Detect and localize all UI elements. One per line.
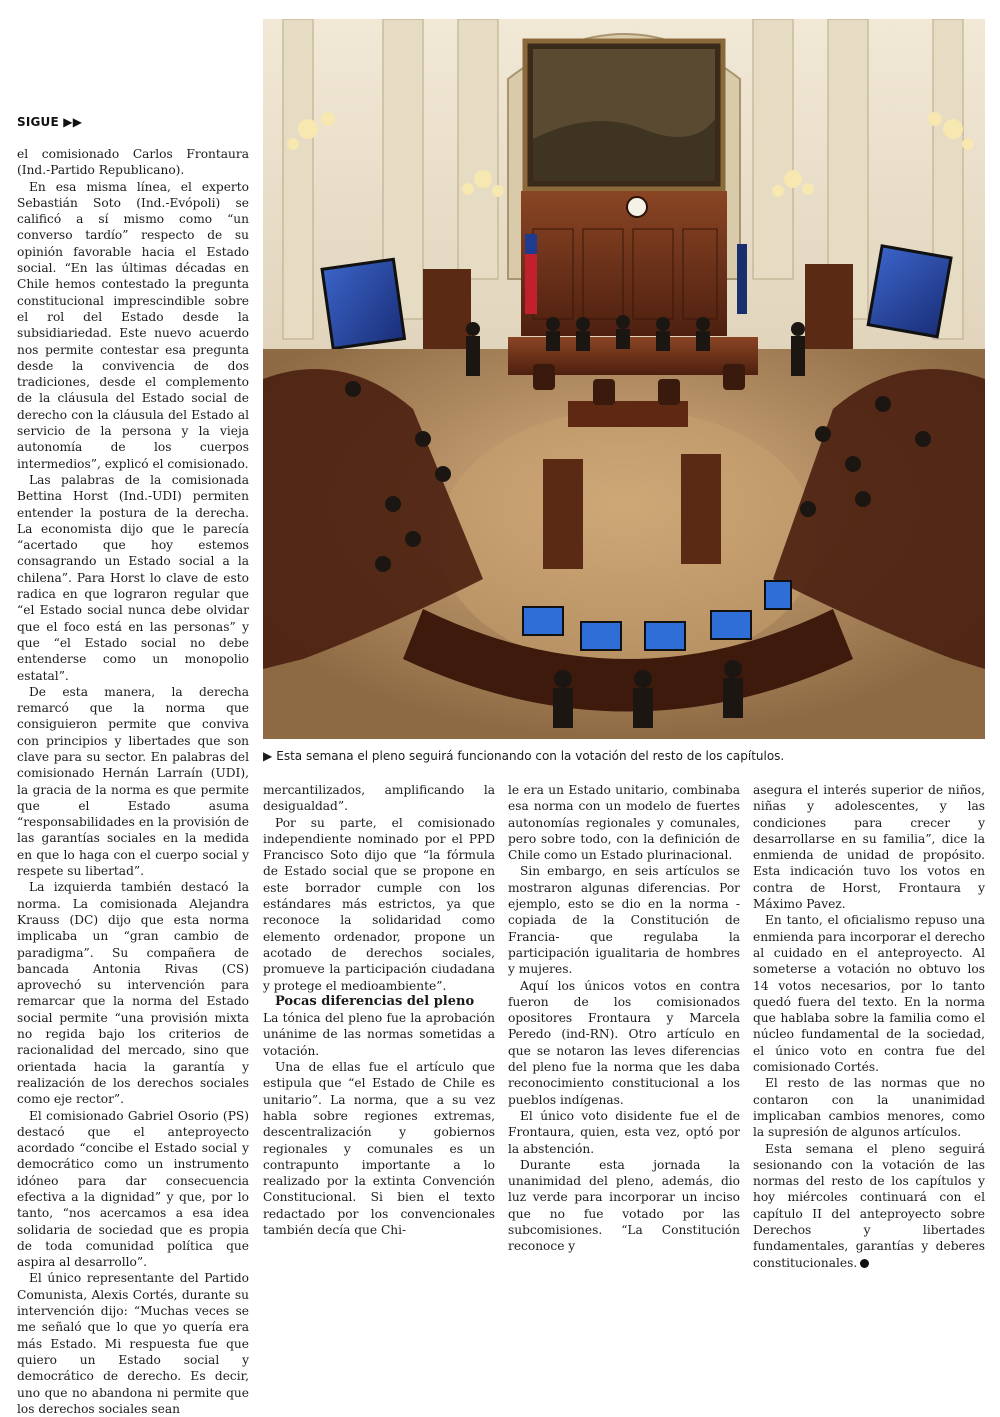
caption-arrow-icon: ▶ [263, 749, 273, 763]
photo-caption [263, 749, 985, 763]
paragraph: le era un Estado unitario, combinaba esa norma con un modelo de fuertes autonomías regionales y comunales, pero sobre todo, con la definición de Chile como un Estado plurinacional. [508, 783, 740, 863]
closing-paragraph-text: Esta semana el pleno seguirá sesionando con la votación de las normas del resto de los capítulos y hoy miércoles continuará con el capítulo II del anteproyecto sobre Derechos y libertades fundamentales, garantías y deberes constitucionales. [753, 1141, 985, 1270]
paragraph: De esta manera, la derecha remarcó que la norma que consiguieron permite que conviva con principios y libertades que son clave para su sector. En palabras del comisionado Hernán Larraín (UDI), la gracia de la norma es que permite que el Estado asuma “responsabilidades en la provisión de las garantías sociales en la medida en que lo haga con el cuerpo social y respete su libertad”. [17, 684, 249, 879]
subheading: Pocas diferencias del pleno [275, 993, 475, 1009]
continuation-marker: SIGUE ▶▶ [17, 115, 83, 129]
article-column-4 [753, 782, 985, 1271]
paragraph: Aquí los únicos votos en contra fueron de los comisionados opositores Frontaura y Marcela Peredo (ind-RN). Otro artículo en que se notaron las leves diferencias del pleno fue la norma que les daba reconocimiento constitucional a los pueblos indígenas. [508, 978, 740, 1107]
paragraph: La tónica del pleno fue la aprobación unánime de las normas sometidas a votación. [263, 1011, 495, 1058]
paragraph: En esa misma línea, el experto Sebastián Soto (Ind.-Evópoli) se calificó a sí mismo como “un converso tardío” respecto de su opinión favorable hacia el Estado social. “En las últimas décadas en Chile hemos contestado la pregunta constitucional imprescindible sobre el rol del Estado desde la subsidiariedad. Este nuevo acuerdo nos permite contestar esa pregunta desde la convivencia de dos tradiciones, desde el complemento de la cláusula del Estado social de derecho con la cláusula del Estado al servicio de la persona y la vieja autonomía de los cuerpos intermedios”, explicó el comisionado. [17, 179, 249, 471]
paragraph: En tanto, el oficialismo repuso una enmienda para incorporar el derecho al cuidado en el anteproyecto. Al someterse a votación no obtuvo los 14 votos necesarios, por lo tanto quedó fuera del texto. En la norma que hablaba sobre la familia como el núcleo fundamental de la sociedad, el único voto en contra fue del comisionado Cortés. [753, 913, 985, 1075]
paragraph: Durante esta jornada la unanimidad del pleno, además, dio luz verde para incorporar un inciso que no fue votado por las subcomisiones. “La Constitución reconoce y [508, 1157, 740, 1254]
paragraph: Las palabras de la comisionada Bettina Horst (Ind.-UDI) permiten entender la postura de la derecha. La economista dijo que le parecía “acertado que hoy estemos consagrando un Estado social a la chilena”. Para Horst lo clave de esto radica en que lograron regular que “el Estado social nunca debe olvidar que el foco está en las personas” y que “el Estado social no debe entenderse como un monopolio estatal”. [17, 472, 249, 683]
paragraph: El único representante del Partido Comunista, Alexis Cortés, durante su intervención dijo: “Muchas veces se me señaló que lo que yo quería era más Estado. Mi respuesta fue que quiero un Estado social y democrático de derecho. Es decir, uno que no abandona ni permite que los derechos sociales sean [17, 1271, 249, 1416]
article-column-left [17, 146, 249, 1417]
paragraph: La izquierda también destacó la norma. La comisionada Alejandra Krauss (DC) dijo que esta norma implicaba un “gran cambio de paradigma”. Su compañera de bancada Antonia Rivas (CS) aprovechó su intervención para remarcar que la norma del Estado social permite “una provisión mixta no regida bajo los criterios de racionalidad del mercado, sino que orientada hacia la garantía y realización de los derechos sociales como eje rector”. [17, 880, 249, 1107]
end-of-article-icon [860, 1259, 869, 1268]
paragraph: Sin embargo, en seis artículos se mostraron algunas diferencias. Por ejemplo, esto se dio en la norma -copiada de la Constitución de Francia- que regulaba la participación igualitaria de hombres y mujeres. [508, 864, 740, 977]
chamber-photo [263, 19, 985, 739]
article-column-3 [508, 782, 740, 1255]
paragraph: mercantilizados, amplificando la desigualdad”. [263, 783, 495, 814]
paragraph: El único voto disidente fue el de Frontaura, quien, esta vez, optó por la abstención. [508, 1108, 740, 1156]
paragraph: Una de ellas fue el artículo que estipula que “el Estado de Chile es unitario”. La norma, que a su vez habla sobre regiones extremas, descentralización y gobiernos regionales y comunales es un contrapunto importante a lo realizado por la extinta Convención Constitucional. Si bien el texto redactado por los convencionales también decía que Chi- [263, 1060, 495, 1238]
paragraph: asegura el interés superior de niños, niñas y adolescentes, y las condiciones para crecer y desarrollarse en su familia”, dice la enmienda de unidad de propósito. Esta indicación tuvo los votos en contra de Horst, Frontaura y Máximo Pavez. [753, 783, 985, 912]
paragraph: El comisionado Gabriel Osorio (PS) destacó que el anteproyecto acordado “concibe el Estado social y democrático como un instrumento idóneo para dar consecuencia efectiva a la dignidad” y que, por lo tanto, “nos acercamos a esa idea solidaria de sociedad que es propia de toda comunidad política que aspira al desarrollo”. [17, 1108, 249, 1270]
paragraph: Por su parte, el comisionado independiente nominado por el PPD Francisco Soto dijo que “la fórmula de Estado social que se propone en este borrador cumple con los estándares más estrictos, ya que reconoce la solidaridad como elemento ordenador, propone un acotado de derechos sociales, promueve la participación ciudadana y protege el medioambiente”. [263, 815, 495, 993]
paragraph: el comisionado Carlos Frontaura (Ind.-Partido Republicano). [17, 147, 249, 178]
paragraph [753, 1141, 985, 1271]
article-column-2 [263, 782, 495, 1238]
paragraph: El resto de las normas que no contaron con la unanimidad implicaban cambios menores, como la supresión de algunos artículos. [753, 1076, 985, 1140]
caption-text: Esta semana el pleno seguirá funcionando con la votación del resto de los capítulos. [276, 749, 785, 763]
